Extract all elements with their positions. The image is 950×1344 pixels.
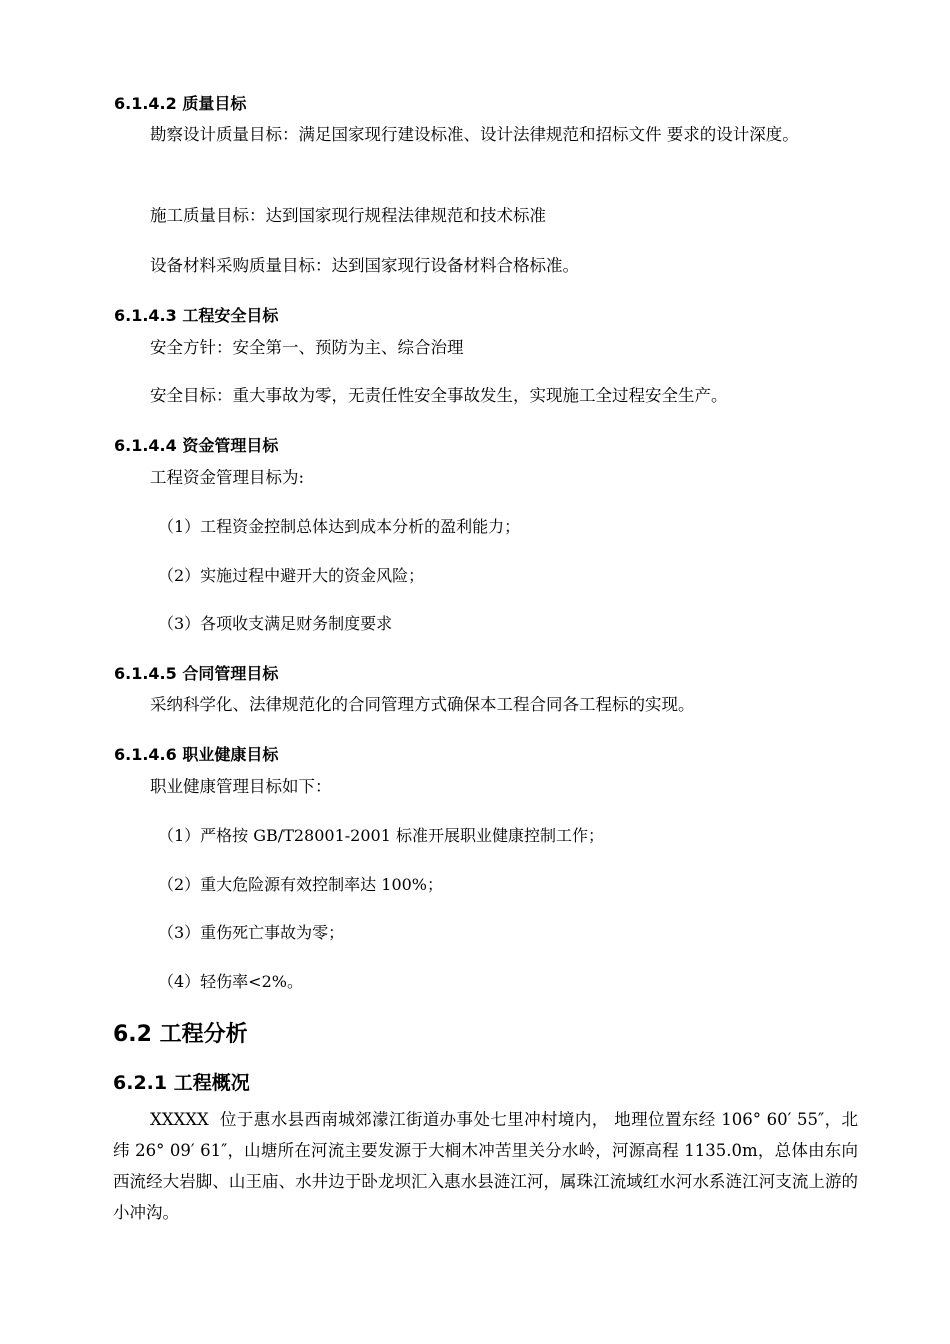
health-intro: 职业健康管理目标如下： [150, 777, 332, 796]
contract-paragraph: 采纳科学化、法律规范化的合同管理方式确保本工程合同各工程标的实现。 [150, 695, 695, 714]
safety-policy-paragraph: 安全方针：安全第一、预防为主、综合治理 [150, 338, 464, 357]
section-heading-overview: 6.2.1 工程概况 [113, 1072, 250, 1094]
funds-intro: 工程资金管理目标为: [150, 468, 305, 487]
quality-construction-paragraph: 施工质量目标：达到国家现行规程法律规范和技术标准 [150, 206, 546, 225]
list-item: （2）重大危险源有效控制率达 100%； [158, 875, 444, 894]
section-heading-funds: 6.1.4.4 资金管理目标 [114, 436, 279, 455]
list-item: （3）各项收支满足财务制度要求 [158, 614, 393, 633]
overview-paragraph: XXXXX 位于惠水县西南城郊濛江街道办事处七里冲村境内， 地理位置东经 106° 60′ 55″，北纬 26° 09′ 61″，山塘所在河流主要发源于大榈木冲苦里关分水岭，河源高程 1135.0m，总体由东向西流经大岩脚、山王庙、水井边于卧龙坝汇入惠水县涟江河，属珠江流域红水河水系涟江河支流上游的小冲沟。 [113, 1110, 858, 1222]
safety-target-paragraph: 安全目标：重大事故为零，无责任性安全事故发生，实现施工全过程安全生产。 [150, 386, 728, 405]
list-item: （4）轻伤率<2%。 [158, 972, 303, 991]
list-item: （3）重伤死亡事故为零； [158, 923, 345, 942]
section-heading-safety: 6.1.4.3 工程安全目标 [114, 306, 279, 325]
section-heading-health: 6.1.4.6 职业健康目标 [114, 745, 279, 764]
section-heading-quality: 6.1.4.2 质量目标 [114, 94, 247, 113]
list-item: （2）实施过程中避开大的资金风险； [158, 566, 425, 585]
quality-design-paragraph: 勘察设计质量目标：满足国家现行建设标准、设计法律规范和招标文件 要求的设计深度。 [150, 125, 799, 144]
chapter-heading-analysis: 6.2 工程分析 [113, 1022, 248, 1047]
quality-procurement-paragraph: 设备材料采购质量目标：达到国家现行设备材料合格标准。 [150, 256, 579, 275]
list-item: （1）严格按 GB/T28001-2001 标准开展职业健康控制工作； [158, 826, 604, 845]
section-heading-contract: 6.1.4.5 合同管理目标 [114, 664, 279, 683]
list-item: （1）工程资金控制总体达到成本分析的盈利能力； [158, 517, 521, 536]
